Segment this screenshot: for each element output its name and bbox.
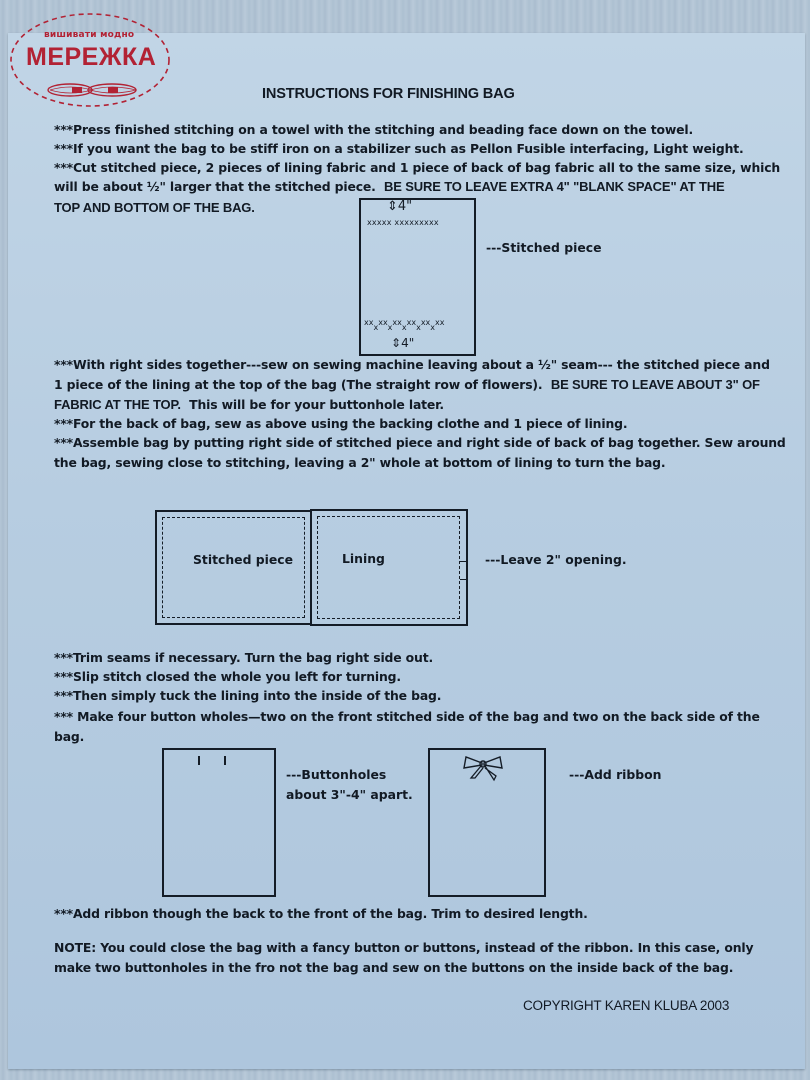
instruction-right-sides: ***With right sides together---sew on sewing machine leaving about a ½" seam--- the stitched piece and [54, 357, 770, 372]
bottom-stitch-row [364, 318, 445, 332]
note-line-1: NOTE: You could close the bag with a fancy button or buttons, instead of the ribbon. In this case, only [54, 940, 754, 955]
add-ribbon-caption: ---Add ribbon [569, 767, 662, 782]
buttonholes-caption-line1: ---Buttonholes [286, 767, 387, 782]
buttonhole-mark [198, 756, 200, 765]
instruction-tuck-lining: ***Then simply tuck the lining into the inside of the bag. [54, 688, 442, 703]
instruction-slip-stitch: ***Slip stitch closed the whole you left for turning. [54, 669, 401, 684]
page-title: INSTRUCTIONS FOR FINISHING BAG [262, 86, 515, 102]
double-arrow-icon: ⇕ [387, 199, 398, 214]
buttonhole-mark [224, 756, 226, 765]
bottom-measurement-value: 4" [401, 336, 415, 350]
top-measurement [387, 200, 412, 214]
instruction-stabilizer: ***If you want the bag to be stiff iron on a stabilizer such as Pellon Fusible interfacing, Light weight. [54, 141, 744, 156]
cross-stitch: x [435, 318, 440, 327]
cross-stitch: x [364, 318, 369, 327]
instruction-cut-cont [54, 179, 725, 195]
instruction-buttonhole-later-text: This will be for your buttonhole later. [189, 397, 444, 412]
stitch-gap: x [373, 323, 379, 332]
instruction-blank-space-warning: BE SURE TO LEAVE EXTRA 4" "BLANK SPACE" AT THE [384, 179, 725, 194]
instruction-lining-top [54, 377, 760, 393]
double-arrow-icon: ⇕ [391, 336, 402, 350]
cross-stitch: x [397, 318, 402, 327]
diagram-stitched-panel [155, 510, 312, 625]
instruction-buttonholes: *** Make four button wholes—two on the front stitched side of the bag and two on the back side of the [54, 709, 760, 724]
lining-panel-label: Lining [342, 551, 385, 566]
instruction-add-ribbon: ***Add ribbon though the back to the front of the bag. Trim to desired length. [54, 906, 588, 921]
instruction-lining-top-text: 1 piece of the lining at the top of the bag (The straight row of flowers). [54, 377, 543, 392]
cross-stitch: x [406, 318, 412, 327]
cross-stitch: x [420, 318, 426, 327]
buttonhole-diagram [162, 748, 276, 897]
cross-stitch: x [382, 318, 388, 327]
instruction-leave-fabric-warning: BE SURE TO LEAVE ABOUT 3" OF [550, 377, 760, 392]
instruction-press: ***Press finished stitching on a towel with the stitching and beading face down on the towel. [54, 122, 694, 137]
instruction-buttonhole-later [54, 397, 444, 413]
stitched-panel-label: Stitched piece [193, 552, 294, 567]
ribbon-bow-icon [462, 754, 504, 782]
logo-brand-name: МЕРЕЖКА [26, 43, 157, 71]
cross-stitch: x [425, 318, 431, 327]
top-measurement-value: 4" [397, 199, 413, 214]
diagram-lining-panel [310, 509, 468, 626]
bottom-measurement [391, 337, 414, 350]
stitch-gap: x [387, 323, 393, 332]
instruction-cut-cont-text: will be about ½" larger that the stitched piece. [54, 179, 376, 194]
instruction-back-of-bag: ***For the back of bag, sew as above using the backing clothe and 1 piece of lining. [54, 416, 628, 431]
cross-stitch: x [392, 318, 398, 327]
stitch-gap: x [416, 323, 421, 332]
logo-tagline: вишивати модно [44, 30, 135, 40]
buttonholes-caption-line2: about 3"-4" apart. [286, 787, 413, 802]
instruction-assemble: ***Assemble bag by putting right side of stitched piece and right side of back of bag together. Sew around [54, 435, 786, 450]
stitched-piece-caption: ---Stitched piece [486, 240, 602, 255]
cross-stitch: x [368, 318, 374, 327]
note-line-2: make two buttonholes in the fro not the bag and sew on the buttons on the inside back of the bag. [54, 960, 734, 975]
ribbon-diagram [428, 748, 546, 897]
cross-stitch: x [411, 318, 417, 327]
stitch-gap: x [401, 323, 407, 332]
brand-logo [8, 10, 173, 110]
stitch-gap: x [430, 323, 436, 332]
instruction-trim: ***Trim seams if necessary. Turn the bag right side out. [54, 650, 434, 665]
stitched-piece-diagram [359, 198, 476, 356]
copyright-notice: COPYRIGHT KAREN KLUBA 2003 [523, 998, 730, 1013]
leave-opening-caption: ---Leave 2" opening. [485, 552, 627, 567]
cross-stitch: x [439, 318, 445, 327]
top-stitch-row: xxxxx xxxxxxxxx [367, 218, 439, 227]
instruction-cut: ***Cut stitched piece, 2 pieces of lining fabric and 1 piece of back of bag fabric all to the same size, which [54, 160, 781, 175]
instruction-assemble-cont: the bag, sewing close to stitching, leaving a 2" whole at bottom of lining to turn the bag. [54, 455, 666, 470]
turning-opening [460, 561, 466, 580]
cross-stitch: x [378, 318, 383, 327]
instruction-fabric-top: FABRIC AT THE TOP. [54, 397, 181, 412]
instruction-buttonholes-cont: bag. [54, 729, 85, 744]
seam-line [317, 516, 460, 619]
instruction-top-bottom: TOP AND BOTTOM OF THE BAG. [54, 200, 255, 215]
